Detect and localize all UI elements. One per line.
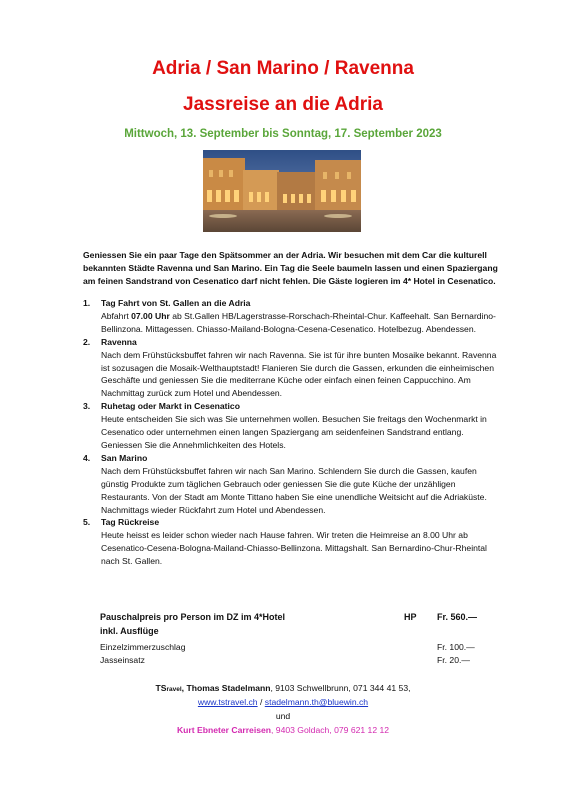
piazza-photo-icon bbox=[203, 150, 361, 232]
price-row-single bbox=[100, 641, 480, 654]
trip-title: Adria / San Marino / Ravenna bbox=[152, 58, 414, 79]
day-title: San Marino bbox=[101, 452, 148, 463]
itinerary-day-5 bbox=[83, 516, 503, 568]
organizer-address: , 9103 Schwellbrunn, 071 344 41 53, bbox=[270, 683, 411, 693]
and-text: und bbox=[275, 711, 291, 721]
day-number: 3. bbox=[83, 401, 91, 412]
company-name: TSravel, Thomas Stadelmann bbox=[155, 683, 271, 693]
email-link[interactable]: stadelmann.th@bluewin.ch bbox=[264, 697, 369, 707]
day-number: 4. bbox=[83, 452, 91, 463]
intro-paragraph: Geniessen Sie ein paar Tage den Spätsommer an der Adria. Wir besuchen mit dem Car die kulturell bekannten Städte Ravenna und San Marino. Ein Tag die Seele baumeln lassen und einen Spaziergang am feinen Sandstrand von Cesenatico darf nicht fehlen. Die Gäste logieren im 4* Hotel in Cesenatico. bbox=[83, 250, 498, 286]
itinerary-day-1 bbox=[83, 297, 503, 336]
organizer-line bbox=[0, 682, 566, 696]
partner-address: , 9403 Goldach, 079 621 12 12 bbox=[271, 725, 390, 735]
day-text: Abfahrt 07.00 Uhr ab St.Gallen HB/Lagerstrasse-Rorschach-Rheintal-Chur. Kaffeehalt. San Bernardino-Bellinzona. Mittagessen. Chiasso-Mailand-Bologna-Cesena-Cesenatico. Hotelbezug. Abendessen. bbox=[101, 310, 496, 334]
partner-line bbox=[0, 724, 566, 737]
piazza-photo bbox=[203, 150, 361, 232]
day-number: 1. bbox=[83, 298, 91, 308]
price-row-main-2 bbox=[100, 624, 480, 638]
price-amount: Fr. 560.— bbox=[437, 612, 478, 622]
itinerary-day-2 bbox=[83, 336, 503, 401]
day-title: Ravenna bbox=[101, 336, 137, 347]
trip-dates: Mittwoch, 13. September bis Sonntag, 17. September 2023 bbox=[124, 128, 442, 140]
price-row-jass bbox=[100, 654, 480, 667]
partner-name: Kurt Ebneter Carreisen bbox=[176, 725, 272, 735]
website-link[interactable]: www.tstravel.ch bbox=[197, 697, 258, 707]
day-number: 2. bbox=[83, 336, 91, 347]
day-text: Nach dem Frühstücksbuffet fahren wir nach Ravenna. Sie ist für ihre bunten Mosaike bekannt. Ravenna ist sozusagen die Mosaik-Welthauptstadt! Flanieren Sie durch die Gassen, erkunden die einheimischen Geschäfte und geniessen Sie die mediterrane Küche oder einfach einen feinen Cappucchino. Am Nachmittag zurück zum Hotel und Abendessen. bbox=[101, 349, 497, 399]
day-title: Ruhetag oder Markt in Cesenatico bbox=[101, 401, 240, 412]
day-title: Tag Fahrt von St. Gallen an die Adria bbox=[101, 298, 251, 308]
day-text: Heute heisst es leider schon wieder nach Hause fahren. Wir treten die Heimreise an 8.00 Uhr ab Cesenatico-Cesena-Bologna-Mailand-Chiasso-Bellinzona. Mittagshalt. San Bernardino-Chur-Rheintal nach St. Gallen. bbox=[101, 530, 487, 567]
price-amount: Fr. 100.— bbox=[437, 642, 475, 652]
itinerary-day-3 bbox=[83, 400, 503, 452]
day-text: Heute entscheiden Sie sich was Sie unternehmen wollen. Besuchen Sie freitags den Wochenmarkt in Cesenatico oder unternehmen einen langen Spaziergang am seidenfeinen Sandstrand entlang. Geniessen Sie die Annehmlichkeiten des Hotels. bbox=[101, 414, 487, 450]
itinerary-day-4 bbox=[83, 452, 503, 517]
contact-links: www.tstravel.ch / stadelmann.th@bluewin.ch bbox=[197, 697, 369, 707]
itinerary-list bbox=[83, 297, 503, 568]
price-label-cont: inkl. Ausflüge bbox=[100, 626, 159, 636]
day-title: Tag Rückreise bbox=[101, 517, 160, 528]
day-text: Nach dem Frühstücksbuffet fahren wir nach San Marino. Schlendern Sie durch die Gassen, kaufen günstig Produkte zum täglichen Gebrauch oder geniessen Sie die gute Küche der unzähligen Restaurants. Von der Stadt am Monte Tittano haben Sie eine unendliche Weitsicht auf die Adriaküste. Nachmittags wieder Rückfahrt zum Hotel und Abendessen. bbox=[101, 465, 487, 515]
trip-subtitle: Jassreise an die Adria bbox=[183, 94, 383, 115]
price-amount: Fr. 20.— bbox=[437, 655, 470, 665]
price-row-main bbox=[100, 610, 480, 624]
board-type: HP bbox=[404, 612, 417, 622]
day-number: 5. bbox=[83, 517, 91, 528]
price-label: Einzelzimmerzuschlag bbox=[100, 642, 186, 652]
price-label: Jasseinsatz bbox=[100, 655, 145, 665]
price-label: Pauschalpreis pro Person im DZ im 4*Hotel bbox=[100, 612, 286, 622]
pricing-table bbox=[100, 610, 480, 667]
